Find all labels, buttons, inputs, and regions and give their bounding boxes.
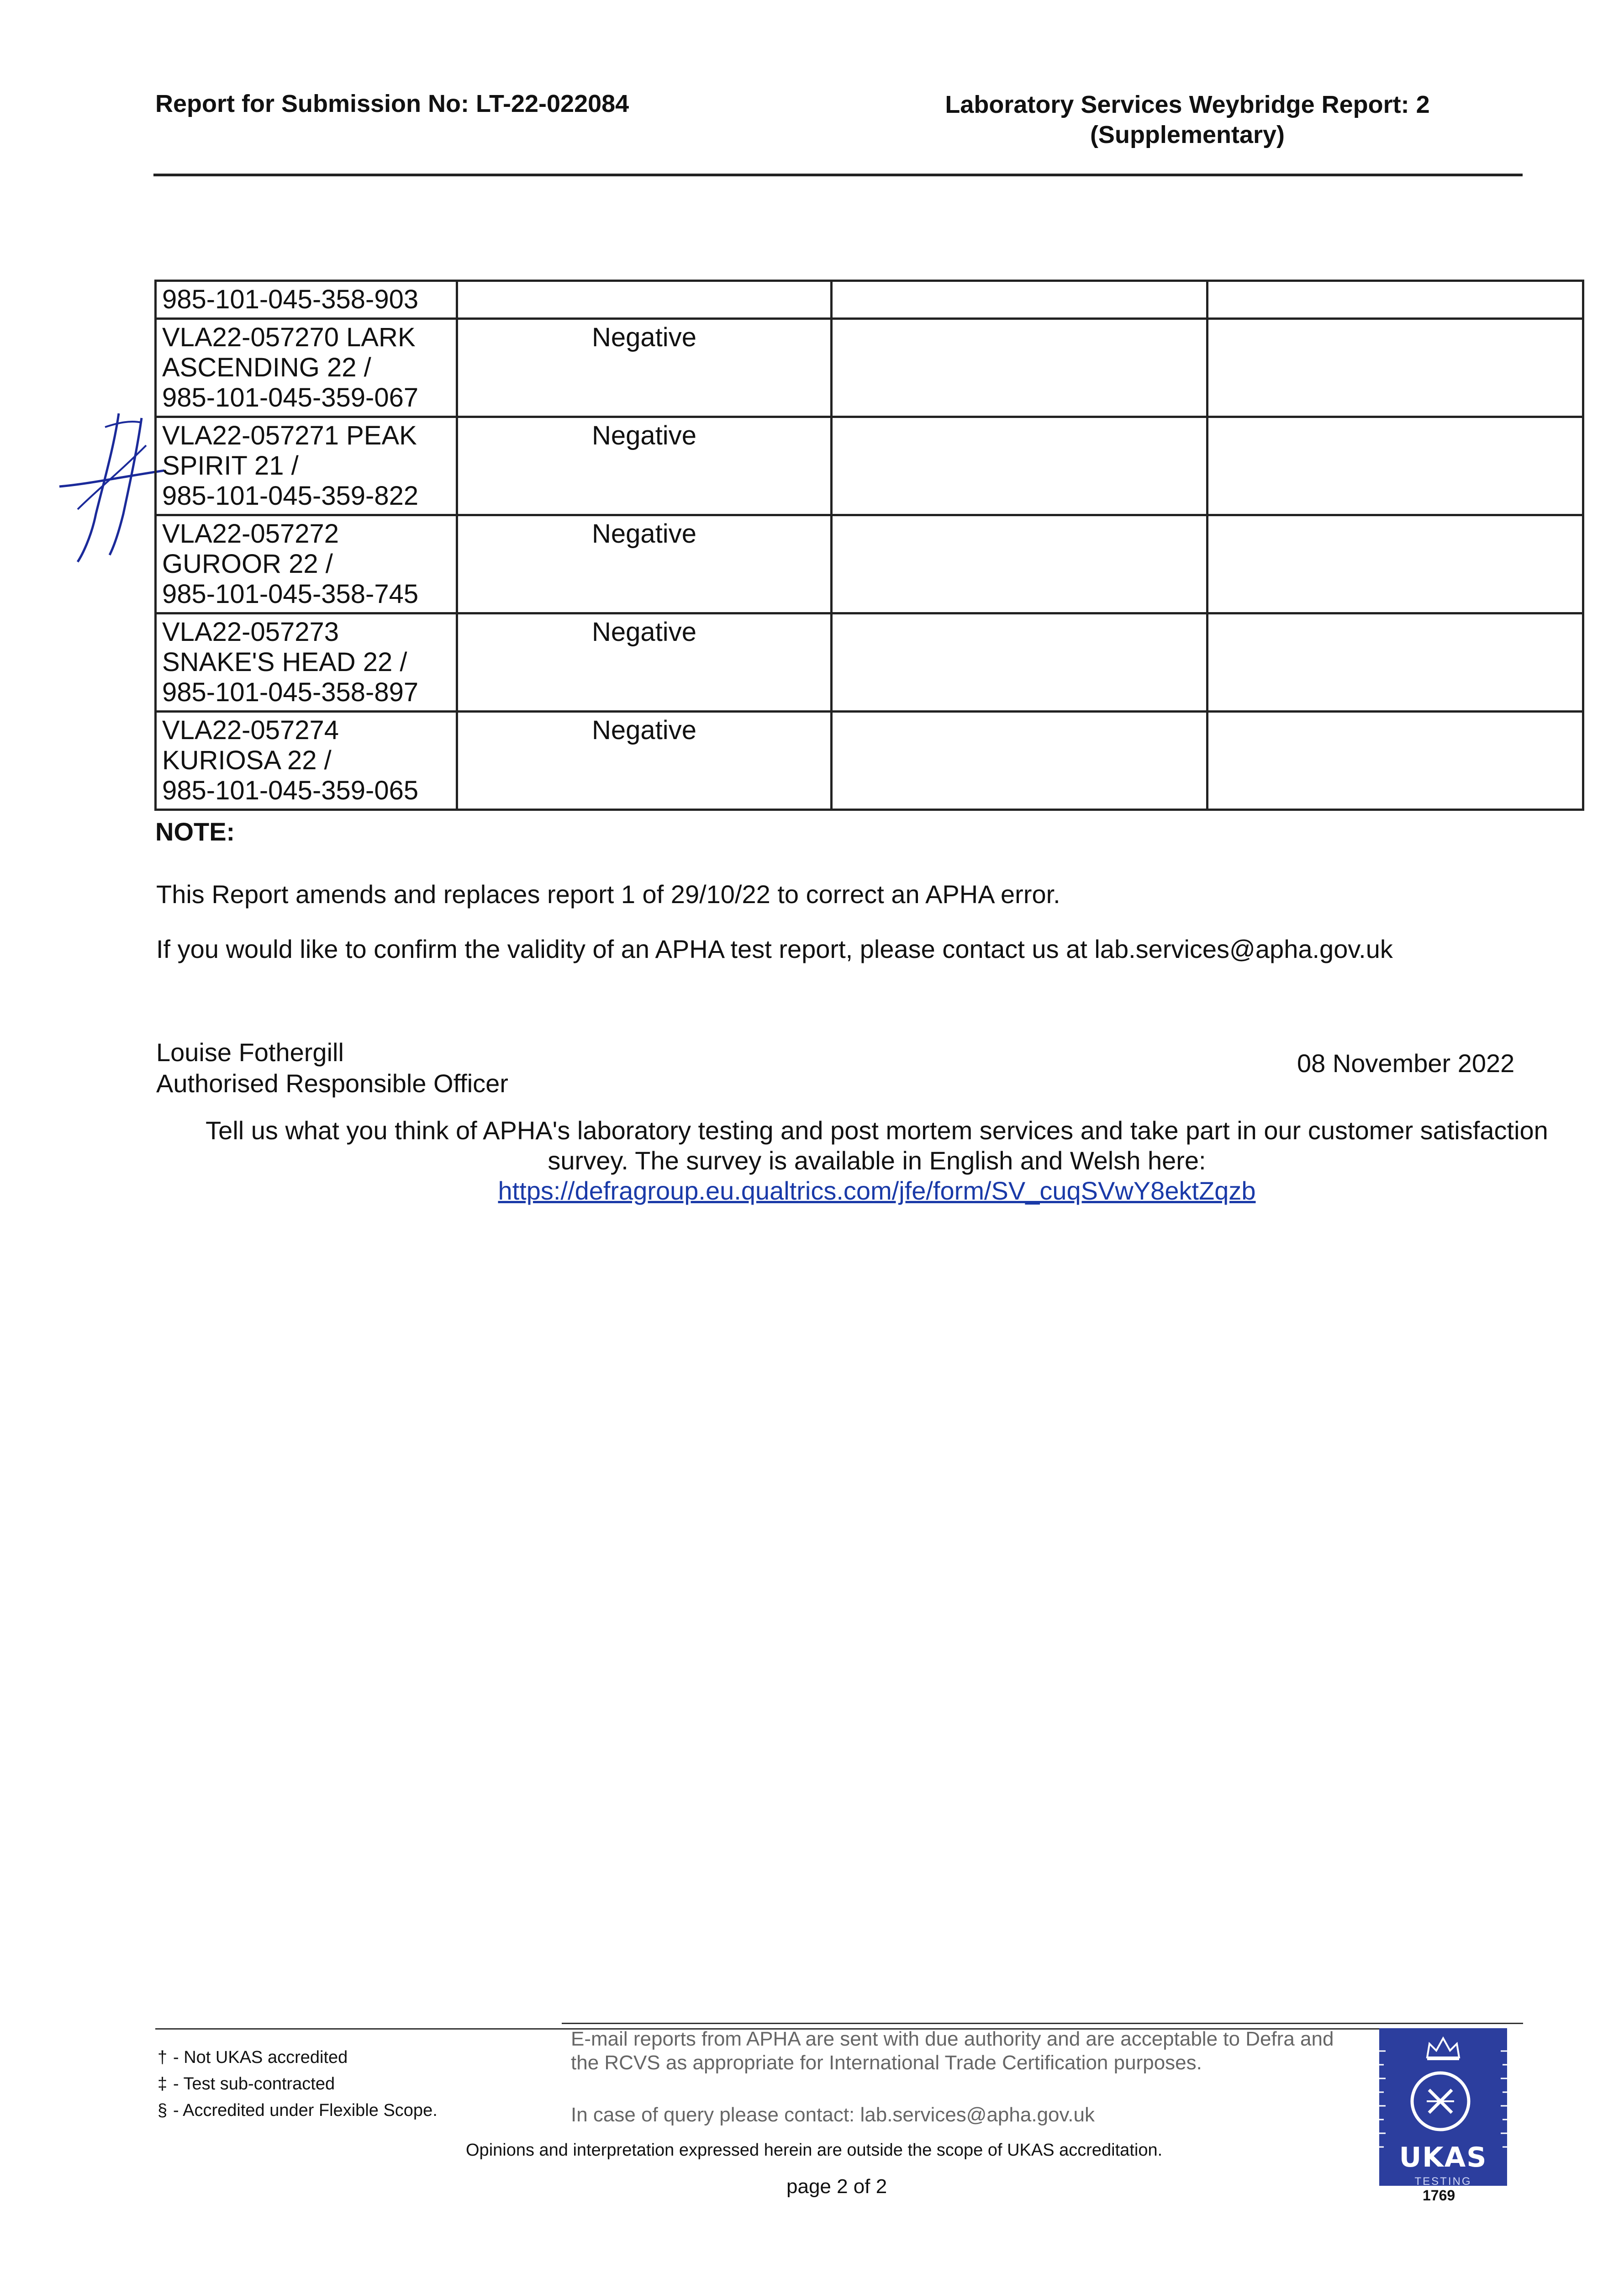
- ukas-accreditation-number: 1769: [1423, 2187, 1455, 2204]
- note-amendment: This Report amends and replaces report 1 of 29/10/22 to correct an APHA error.: [156, 880, 1060, 909]
- empty-cell: [1207, 613, 1583, 712]
- survey-line1: Tell us what you think of APHA's laboratory testing and post mortem services and take part in our customer satisfaction: [206, 1116, 1548, 1145]
- empty-cell: [1207, 712, 1583, 810]
- legend-item: [158, 2097, 438, 2124]
- signatory-title: Authorised Responsible Officer: [156, 1069, 508, 1098]
- empty-cell: [832, 281, 1207, 319]
- signatory-name: Louise Fothergill: [156, 1038, 344, 1067]
- results-table: [154, 280, 1584, 811]
- crown-icon: [1425, 2035, 1461, 2062]
- legend-text: - Test sub-contracted: [173, 2074, 335, 2094]
- table-row: [156, 613, 1583, 712]
- empty-cell: [832, 515, 1207, 613]
- table-row: [156, 515, 1583, 613]
- ukas-sublabel: TESTING: [1414, 2175, 1472, 2188]
- ukas-logo: [1379, 2028, 1507, 2186]
- result-cell: Negative: [457, 417, 832, 515]
- note-validity: If you would like to confirm the validity of an APHA test report, please contact us at lab.services@apha.gov.uk: [156, 935, 1393, 963]
- result-cell: [457, 281, 832, 319]
- empty-cell: [1207, 417, 1583, 515]
- legend-text: - Not UKAS accredited: [173, 2048, 348, 2067]
- table-row: [156, 281, 1583, 319]
- result-cell: Negative: [457, 613, 832, 712]
- double-dagger-symbol: ‡: [158, 2074, 168, 2094]
- sample-line: ASCENDING 22 /: [162, 353, 371, 382]
- survey-link[interactable]: https://defragroup.eu.qualtrics.com/jfe/form/SV_cuqSVwY8ektZqzb: [498, 1176, 1256, 1205]
- page-number: page 2 of 2: [786, 2175, 887, 2198]
- empty-cell: [1207, 319, 1583, 417]
- sample-line: 985-101-045-358-897: [162, 677, 419, 707]
- empty-cell: [832, 712, 1207, 810]
- sample-line: SPIRIT 21 /: [162, 451, 299, 481]
- sample-line: GUROOR 22 /: [162, 549, 333, 579]
- sample-line: 985-101-045-358-745: [162, 579, 419, 609]
- signatory: [156, 1037, 508, 1099]
- handwritten-mark-icon: [50, 409, 169, 564]
- report-title-line1: Laboratory Services Weybridge Report: 2: [945, 91, 1430, 118]
- report-date: 08 November 2022: [1297, 1049, 1515, 1078]
- legend-text: - Accredited under Flexible Scope.: [173, 2101, 438, 2120]
- table-row: [156, 712, 1583, 810]
- result-cell: Negative: [457, 319, 832, 417]
- legend-item: [158, 2044, 438, 2071]
- sample-line: VLA22-057271 PEAK: [162, 421, 417, 450]
- sample-line: VLA22-057274: [162, 715, 339, 745]
- note-heading: NOTE:: [155, 817, 235, 846]
- result-cell: Negative: [457, 712, 832, 810]
- header-divider: [153, 174, 1523, 176]
- submission-number: Report for Submission No: LT-22-022084: [155, 90, 629, 117]
- sample-line: VLA22-057273: [162, 617, 339, 647]
- footer-divider: [562, 2023, 1523, 2024]
- ukas-label: UKAS: [1399, 2141, 1487, 2173]
- sample-id-cell: [156, 712, 457, 810]
- empty-cell: [832, 319, 1207, 417]
- email-authority-note: E-mail reports from APHA are sent with due authority and are acceptable to Defra and the RCVS as appropriate for International Trade Certification purposes.: [571, 2028, 1334, 2074]
- sample-id-cell: 985-101-045-358-903: [156, 281, 457, 319]
- empty-cell: [1207, 515, 1583, 613]
- sample-line: KURIOSA 22 /: [162, 745, 332, 775]
- dagger-symbol: †: [158, 2048, 168, 2067]
- report-title: [868, 90, 1507, 150]
- sample-line: 985-101-045-359-065: [162, 776, 419, 805]
- sample-id-cell: [156, 319, 457, 417]
- sample-line: VLA22-057270 LARK: [162, 323, 416, 352]
- table-row: [156, 417, 1583, 515]
- footer-legend: [158, 2044, 438, 2124]
- sample-id-cell: [156, 417, 457, 515]
- query-contact: In case of query please contact: lab.services@apha.gov.uk: [571, 2104, 1095, 2126]
- legend-item: [158, 2071, 438, 2097]
- table-row: [156, 319, 1583, 417]
- empty-cell: [832, 613, 1207, 712]
- sample-id-cell: [156, 515, 457, 613]
- sample-id-cell: [156, 613, 457, 712]
- empty-cell: [832, 417, 1207, 515]
- result-cell: Negative: [457, 515, 832, 613]
- sample-line: VLA22-057272: [162, 519, 339, 549]
- sample-line: 985-101-045-359-822: [162, 481, 419, 511]
- empty-cell: [1207, 281, 1583, 319]
- report-title-line2: (Supplementary): [1090, 121, 1285, 148]
- opinion-disclaimer: Opinions and interpretation expressed herein are outside the scope of UKAS accreditation.: [466, 2141, 1163, 2160]
- sample-line: 985-101-045-359-067: [162, 383, 419, 412]
- section-symbol: §: [158, 2101, 168, 2120]
- survey-line2: survey. The survey is available in English and Welsh here:: [548, 1146, 1206, 1175]
- tick-crown-ring-icon: [1408, 2069, 1472, 2133]
- sample-line: SNAKE'S HEAD 22 /: [162, 647, 407, 677]
- survey-block: [155, 1116, 1598, 1206]
